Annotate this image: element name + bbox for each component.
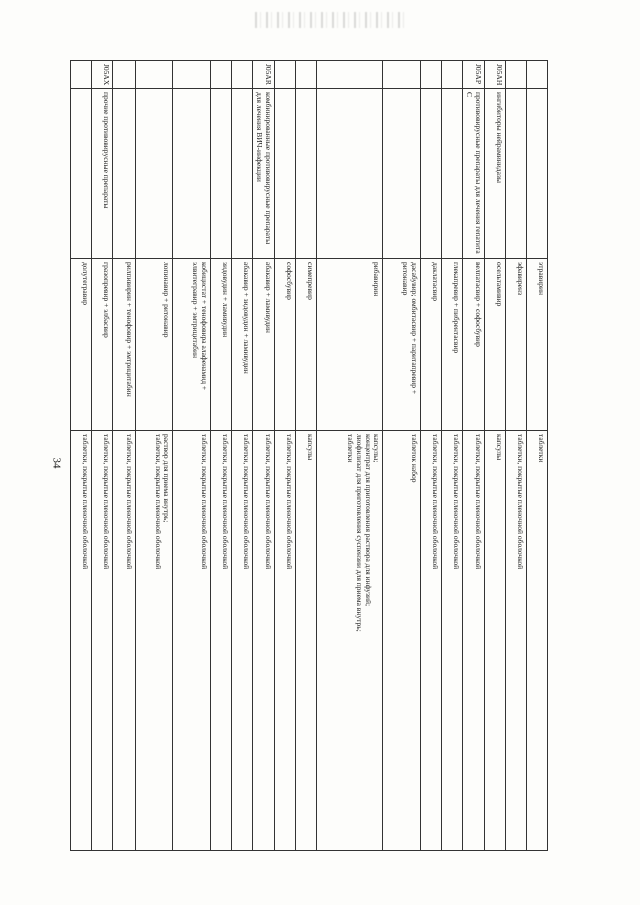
group-cell: ингибиторы нейраминидазы bbox=[485, 89, 506, 259]
atc-code-cell bbox=[274, 61, 295, 89]
table-row bbox=[485, 61, 506, 851]
drug-cell: абакавир + ламивудин bbox=[252, 259, 274, 431]
group-cell bbox=[135, 89, 172, 259]
group-cell bbox=[274, 89, 295, 259]
form-cell: таблетки bbox=[527, 431, 548, 851]
drug-cell: рибавирин bbox=[316, 259, 382, 431]
drug-cell: глекапревир + пибрентасвир bbox=[441, 259, 462, 431]
form-cell: таблетки, покрытые пленочной оболочкой bbox=[71, 431, 92, 851]
table-row bbox=[462, 61, 484, 851]
drug-cell: симепревир bbox=[295, 259, 316, 431]
table-row bbox=[71, 61, 92, 851]
atc-code-cell bbox=[420, 61, 441, 89]
atc-code-cell bbox=[135, 61, 172, 89]
drug-cell: этравирин bbox=[527, 259, 548, 431]
drug-cell: эфавиренз bbox=[506, 259, 527, 431]
group-cell bbox=[231, 89, 252, 259]
atc-code-cell: J05AR bbox=[252, 61, 274, 89]
atc-code-cell bbox=[71, 61, 92, 89]
drug-cell: осельтамивир bbox=[485, 259, 506, 431]
form-cell: таблетки, покрытые пленочной оболочкой bbox=[441, 431, 462, 851]
form-cell: таблетки, покрытые пленочной оболочкой bbox=[210, 431, 231, 851]
table-row bbox=[92, 61, 113, 851]
form-cell: таблетки, покрытые пленочной оболочкой bbox=[274, 431, 295, 851]
drug-cell: зидовудин + ламивудин bbox=[210, 259, 231, 431]
atc-code-cell: J05AP bbox=[462, 61, 484, 89]
drug-cell: софосбувир bbox=[274, 259, 295, 431]
drug-table-rotated bbox=[70, 60, 548, 850]
table-row bbox=[441, 61, 462, 851]
group-cell bbox=[316, 89, 382, 259]
scan-artifact bbox=[255, 12, 405, 28]
group-cell bbox=[295, 89, 316, 259]
atc-code-cell bbox=[506, 61, 527, 89]
form-cell: раствор для приема внутрь; таблетки, покрытые пленочной оболочкой bbox=[135, 431, 172, 851]
form-cell: таблетки, покрытые пленочной оболочкой bbox=[506, 431, 527, 851]
table-row bbox=[506, 61, 527, 851]
group-cell bbox=[506, 89, 527, 259]
drug-cell: кобицистат + тенофовира алафенамид + элвитегравир + эмтрицитабин bbox=[173, 259, 210, 431]
drug-cell: даклатасвир bbox=[420, 259, 441, 431]
table-row bbox=[420, 61, 441, 851]
table-row bbox=[113, 61, 136, 851]
form-cell: таблетки, покрытые пленочной оболочкой bbox=[113, 431, 136, 851]
group-cell bbox=[527, 89, 548, 259]
group-cell bbox=[71, 89, 92, 259]
form-cell: капсулы bbox=[485, 431, 506, 851]
form-cell: таблеток набор bbox=[383, 431, 420, 851]
table-row bbox=[231, 61, 252, 851]
form-cell: таблетки, покрытые пленочной оболочкой bbox=[462, 431, 484, 851]
table-row bbox=[210, 61, 231, 851]
table-row bbox=[383, 61, 420, 851]
group-cell bbox=[173, 89, 210, 259]
atc-code-cell bbox=[527, 61, 548, 89]
atc-code-cell bbox=[383, 61, 420, 89]
group-cell: противовирусные препараты для лечения гепатита С bbox=[462, 89, 484, 259]
atc-code-cell bbox=[441, 61, 462, 89]
atc-code-cell bbox=[113, 61, 136, 89]
drug-table bbox=[70, 60, 548, 851]
drug-cell: долутегравир bbox=[71, 259, 92, 431]
atc-code-cell bbox=[295, 61, 316, 89]
form-cell: таблетки, покрытые пленочной оболочкой bbox=[92, 431, 113, 851]
drug-cell: рилпивирин + тенофовир + эмтрицитабин bbox=[113, 259, 136, 431]
group-cell bbox=[420, 89, 441, 259]
group-cell: комбинированные противовирусные препараты для лечения ВИЧ-инфекции bbox=[252, 89, 274, 259]
drug-cell: велпатасвир + софосбувир bbox=[462, 259, 484, 431]
form-cell: капсулы; концентрат для приготовления раствора для инфузий; лиофилизат для приготовления суспензии для приема внутрь; таблетки bbox=[316, 431, 382, 851]
atc-code-cell bbox=[316, 61, 382, 89]
atc-code-cell bbox=[231, 61, 252, 89]
group-cell bbox=[383, 89, 420, 259]
table-row bbox=[173, 61, 210, 851]
atc-code-cell bbox=[210, 61, 231, 89]
table-row bbox=[135, 61, 172, 851]
group-cell: прочие противовирусные препараты bbox=[92, 89, 113, 259]
page-number: 34 bbox=[50, 457, 62, 469]
drug-cell: лопинавир + ритонавир bbox=[135, 259, 172, 431]
form-cell: таблетки, покрытые пленочной оболочкой bbox=[231, 431, 252, 851]
form-cell: таблетки, покрытые пленочной оболочкой bbox=[420, 431, 441, 851]
form-cell: таблетки, покрытые пленочной оболочкой bbox=[173, 431, 210, 851]
atc-code-cell: J05AX bbox=[92, 61, 113, 89]
group-cell bbox=[441, 89, 462, 259]
form-cell: капсулы bbox=[295, 431, 316, 851]
table-row bbox=[316, 61, 382, 851]
table-row bbox=[252, 61, 274, 851]
table-row bbox=[295, 61, 316, 851]
atc-code-cell bbox=[173, 61, 210, 89]
drug-cell: гразопревир + элбасвир bbox=[92, 259, 113, 431]
table-row bbox=[274, 61, 295, 851]
group-cell bbox=[210, 89, 231, 259]
drug-cell: абакавир + зидовудин + ламивудин bbox=[231, 259, 252, 431]
table-row bbox=[527, 61, 548, 851]
form-cell: таблетки, покрытые пленочной оболочкой bbox=[252, 431, 274, 851]
group-cell bbox=[113, 89, 136, 259]
atc-code-cell: J05AH bbox=[485, 61, 506, 89]
drug-cell: дасабувир; омбитасвир + паритапревир + ритонавир bbox=[383, 259, 420, 431]
